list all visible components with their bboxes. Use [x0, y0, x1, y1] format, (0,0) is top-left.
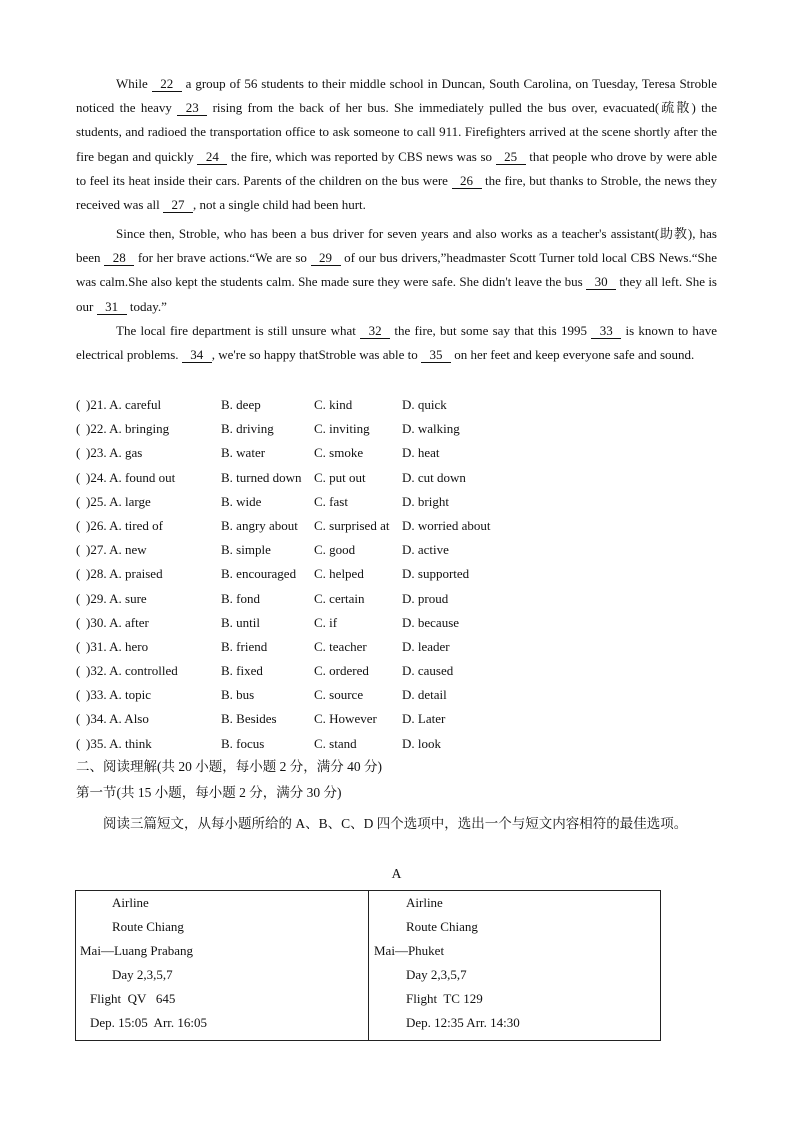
- question-number: )30.: [86, 614, 107, 630]
- route-value: Mai—Phuket: [374, 943, 445, 958]
- option-c: C. However: [314, 711, 377, 727]
- text: for her brave actions.“We are so: [134, 250, 311, 266]
- option-c: C. ordered: [314, 663, 369, 679]
- blank-32: 32: [360, 324, 390, 339]
- route-label: Route Chiang: [406, 919, 478, 934]
- text: is known to have electrical problems.: [76, 323, 717, 363]
- flight-number: Flight QV 645: [90, 991, 176, 1006]
- passage-label: A: [391, 866, 402, 881]
- text: , we're so happy thatStroble was able to: [211, 347, 421, 363]
- option-d: D. caused: [402, 663, 454, 679]
- question-list: [76, 393, 716, 756]
- option-b: B. encouraged: [221, 566, 297, 582]
- blank-27: 27: [163, 198, 193, 213]
- blank-24: 24: [197, 150, 227, 165]
- airline-label: Airline: [112, 895, 149, 910]
- route-value: Mai—Luang Prabang: [80, 943, 194, 958]
- answer-paren[interactable]: (: [76, 445, 81, 461]
- option-b: B. bus: [221, 687, 255, 703]
- answer-paren[interactable]: (: [76, 493, 81, 509]
- question-30: [76, 611, 716, 635]
- option-c: C. good: [314, 542, 356, 558]
- flight-times: Dep. 15:05 Arr. 16:05: [90, 1015, 207, 1030]
- option-d: D. walking: [402, 421, 460, 437]
- flight-times: Dep. 12:35 Arr. 14:30: [406, 1015, 520, 1030]
- text: of our bus drivers,”headmaster Scott Turner told local CBS News.“She was calm.She also kept the students calm. She made sure they were safe. She didn't leave the bus: [76, 250, 717, 290]
- question-number: )21.: [86, 397, 107, 412]
- option-d: D. quick: [402, 397, 447, 412]
- blank-30: 30: [586, 275, 616, 290]
- option-b: B. friend: [221, 638, 268, 654]
- text: the fire, which was reported by CBS news was so: [227, 148, 496, 164]
- airline-label: Airline: [406, 895, 443, 910]
- route-label: Route Chiang: [112, 919, 184, 934]
- option-a: A. new: [109, 542, 147, 558]
- option-a: A. controlled: [109, 663, 178, 679]
- text: Since then, Stroble, who has been a bus driver for seven years and also works as a teacher's assistant(助教), has been: [76, 226, 717, 266]
- option-a: A. bringing: [109, 421, 170, 437]
- question-24: [76, 466, 716, 490]
- text: rising from the back of her bus. She immediately pulled the bus over, evacuated(疏散) the students, and radioed the transportation office to ask someone to call 911. Firefighters arrived at the scene shortly after the fire began and quickly: [76, 100, 717, 164]
- section-instruction: 阅读三篇短文，从每小题所给的 A、B、C、D 四个选项中，选出一个与短文内容相符的最佳选项。: [103, 816, 688, 831]
- question-34: [76, 707, 716, 731]
- question-number: )22.: [86, 421, 107, 437]
- answer-paren[interactable]: (: [76, 687, 81, 703]
- table-column-left: [76, 891, 369, 1040]
- table-column-right: [370, 891, 663, 1040]
- option-d: D. look: [402, 735, 441, 751]
- option-d: D. Later: [402, 711, 446, 727]
- question-25: [76, 490, 716, 514]
- option-c: C. teacher: [314, 638, 367, 654]
- option-d: D. proud: [402, 590, 449, 606]
- option-c: C. kind: [314, 397, 353, 412]
- option-b: B. Besides: [221, 711, 277, 727]
- answer-paren[interactable]: (: [76, 711, 81, 727]
- option-c: C. certain: [314, 590, 365, 606]
- option-b: B. water: [221, 445, 266, 461]
- text: a group of 56 students to their middle school in Duncan, South Carolina, on Tuesday, Teresa Stroble noticed the heavy: [76, 76, 717, 116]
- blank-29: 29: [311, 251, 341, 266]
- text: The local fire department is still unsure what: [116, 323, 361, 338]
- question-31: [76, 635, 716, 659]
- question-number: )27.: [86, 542, 107, 558]
- passage-paragraph-3: [76, 319, 717, 367]
- option-a: A. large: [109, 493, 151, 509]
- option-b: B. driving: [221, 421, 274, 437]
- blank-35: 35: [421, 348, 451, 363]
- answer-paren[interactable]: (: [76, 663, 81, 679]
- blank-26: 26: [452, 174, 482, 189]
- question-27: [76, 538, 716, 562]
- flight-table: [75, 890, 661, 1041]
- option-d: D. leader: [402, 638, 450, 654]
- blank-34: 34: [182, 348, 212, 363]
- question-35: [76, 732, 716, 756]
- answer-paren[interactable]: (: [76, 735, 81, 751]
- option-b: B. angry about: [221, 517, 298, 533]
- option-b: B. deep: [221, 397, 261, 412]
- option-c: C. put out: [314, 469, 366, 485]
- option-b: B. fixed: [221, 663, 263, 679]
- option-a: A. after: [109, 614, 149, 630]
- days-value: Day 2,3,5,7: [406, 967, 467, 982]
- answer-paren[interactable]: (: [76, 517, 81, 533]
- blank-31: 31: [97, 300, 127, 315]
- answer-paren[interactable]: (: [76, 542, 81, 558]
- option-d: D. detail: [402, 687, 447, 703]
- question-28: [76, 562, 716, 586]
- option-c: C. fast: [314, 493, 348, 509]
- question-number: )24.: [86, 469, 107, 485]
- question-number: )25.: [86, 493, 107, 509]
- passage-paragraph-1: [76, 72, 717, 217]
- option-d: D. supported: [402, 566, 470, 582]
- option-c: C. surprised at: [314, 517, 390, 533]
- answer-paren[interactable]: (: [76, 590, 81, 606]
- option-b: B. until: [221, 614, 261, 630]
- option-a: A. think: [109, 735, 152, 751]
- text: that people who drove by were able to feel its heat inside their cars. Parents of the children on the bus were: [76, 148, 717, 188]
- days-value: Day 2,3,5,7: [112, 967, 173, 982]
- question-number: )28.: [86, 566, 107, 582]
- question-number: )32.: [86, 663, 107, 679]
- question-number: )23.: [86, 445, 107, 461]
- option-a: A. found out: [109, 469, 176, 485]
- text: While: [116, 76, 152, 91]
- option-c: C. stand: [314, 735, 357, 751]
- question-22: [76, 417, 716, 441]
- text: they all left. She is our: [76, 274, 717, 314]
- option-c: C. source: [314, 687, 364, 703]
- option-a: A. topic: [109, 687, 152, 703]
- option-b: B. focus: [221, 735, 265, 751]
- answer-paren[interactable]: (: [76, 614, 81, 630]
- question-number: )35.: [86, 735, 107, 751]
- text: the fire, but thanks to Stroble, the news they received was all: [76, 172, 718, 213]
- option-a: A. careful: [109, 397, 162, 412]
- question-29: [76, 587, 716, 611]
- question-33: [76, 683, 716, 707]
- question-number: )26.: [86, 517, 107, 533]
- option-d: D. cut down: [402, 469, 466, 485]
- option-c: C. smoke: [314, 445, 364, 461]
- question-26: [76, 514, 716, 538]
- question-number: )34.: [86, 711, 107, 727]
- text: , not a single child had been hurt.: [192, 197, 366, 213]
- flight-number: Flight TC 129: [406, 991, 483, 1006]
- section-title: 二、阅读理解(共 20 小题，每小题 2 分，满分 40 分): [76, 759, 382, 774]
- blank-28: 28: [104, 251, 134, 266]
- option-a: A. gas: [109, 445, 143, 461]
- option-a: A. sure: [109, 590, 147, 606]
- text: today.”: [126, 298, 167, 314]
- question-23: [76, 441, 716, 465]
- option-a: A. hero: [109, 638, 149, 654]
- option-c: C. if: [314, 614, 338, 630]
- blank-22: 22: [152, 77, 182, 92]
- question-number: )33.: [86, 687, 107, 703]
- question-32: [76, 659, 716, 683]
- option-a: A. Also: [109, 711, 149, 727]
- option-d: D. worried about: [402, 517, 491, 533]
- blank-23: 23: [177, 101, 207, 116]
- option-c: C. helped: [314, 566, 364, 582]
- text: the fire, but some say that this 1995: [390, 323, 592, 338]
- section-subtitle: 第一节(共 15 小题，每小题 2 分，满分 30 分): [76, 785, 342, 800]
- answer-paren[interactable]: (: [76, 638, 81, 654]
- answer-paren[interactable]: (: [76, 421, 81, 437]
- option-d: D. because: [402, 614, 460, 630]
- option-d: D. heat: [402, 445, 440, 461]
- question-number: )29.: [86, 590, 107, 606]
- option-c: C. inviting: [314, 421, 370, 437]
- answer-paren[interactable]: (: [76, 566, 81, 582]
- answer-paren[interactable]: (: [76, 469, 81, 485]
- option-b: B. wide: [221, 493, 262, 509]
- option-d: D. bright: [402, 493, 449, 509]
- option-b: B. fond: [221, 590, 260, 606]
- option-d: D. active: [402, 542, 449, 558]
- question-21: [76, 393, 716, 417]
- question-number: )31.: [86, 638, 107, 654]
- text: on her feet and keep everyone safe and sound.: [450, 347, 695, 363]
- option-b: B. turned down: [221, 469, 302, 485]
- option-a: A. tired of: [109, 517, 163, 533]
- blank-33: 33: [591, 324, 621, 339]
- option-b: B. simple: [221, 542, 271, 558]
- answer-paren[interactable]: (: [76, 397, 81, 412]
- passage-paragraph-2: [76, 222, 717, 319]
- option-a: A. praised: [109, 566, 163, 582]
- blank-25: 25: [496, 150, 526, 165]
